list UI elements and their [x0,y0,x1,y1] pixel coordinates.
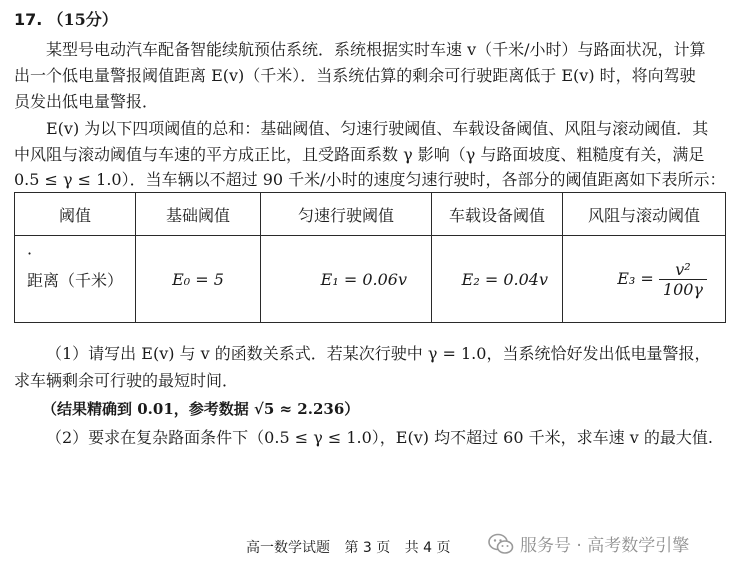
header-threshold: 阈值 [15,193,136,236]
row-label-cell [15,236,136,323]
cell-e0: E₀ = 5 [136,236,261,323]
page-footer [246,537,461,557]
row-label: 距离（千米） [26,270,123,290]
e3-numerator: v² [675,259,691,279]
problem-text-line1: 某型号电动汽车配备智能续航预估系统．系统根据实时车速 v（千米/小时）与路面状况，计算 [46,40,706,59]
row-marker: · [27,244,33,263]
problem-text-line3: 员发出低电量警报． [14,92,159,111]
footer-total: 共 4 页 [404,540,451,556]
table-header-row [15,193,726,236]
question-1-line1: （1）请写出 E(v) 与 v 的函数关系式．若某次行驶中 γ = 1.0，当系统恰好发出低电量警报， [46,344,711,363]
header-cruise: 匀速行驶阈值 [261,193,432,236]
watermark [488,531,689,556]
table-value-row [15,236,726,323]
header-device: 车载设备阈值 [432,193,563,236]
problem-number: 17. [14,10,43,29]
cell-e1: E₁ = 0.06v [261,236,432,323]
cell-e3 [563,236,726,323]
problem-header [14,8,735,32]
problem-text-line6: 0.5 ≤ γ ≤ 1.0）．当车辆以不超过 90 千米/小时的速度匀速行驶时，各部分的阈值距离如下表所示： [14,170,726,189]
watermark-text: 服务号 · 高考数学引擎 [520,536,690,556]
cell-e2: E₂ = 0.04v [432,236,563,323]
e3-denominator: 100γ [659,279,707,299]
problem-points: （15分） [47,10,118,29]
question-2: （2）要求在复杂路面条件下（0.5 ≤ γ ≤ 1.0），E(v) 均不超过 60 千米，求车速 v 的最大值. [46,428,713,447]
problem-text-line5: 中风阻与滚动阈值与车速的平方成正比，且受路面系数 γ 影响（γ 与路面坡度、粗糙度有关，满足 [14,145,705,164]
header-base: 基础阈值 [136,193,261,236]
wechat-icon [488,533,514,555]
problem-text-line2: 出一个低电量警报阈值距离 E(v)（千米）．当系统估算的剩余可行驶距离低于 E(v) 时，将向驾驶 [14,66,696,85]
footer-exam: 高一数学试题 [246,540,330,556]
question-1-line2: 求车辆剩余可行驶的最短时间． [14,371,239,390]
problem-text-line4: E(v) 为以下四项阈值的总和：基础阈值、匀速行驶阈值、车载设备阈值、风阻与滚动阈值．其 [46,119,709,138]
e3-fraction [659,260,707,299]
e3-prefix: E₃ = [617,268,654,288]
header-drag: 风阻与滚动阈值 [563,193,726,236]
threshold-table [14,192,726,323]
footer-page: 第 3 页 [344,540,391,556]
question-1-note: （结果精确到 0.01，参考数据 √5 ≈ 2.236） [42,400,360,418]
